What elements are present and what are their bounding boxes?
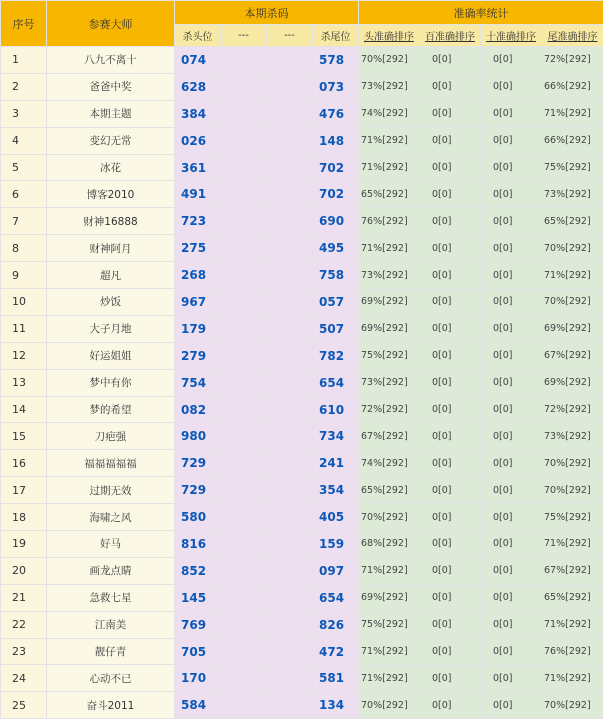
master-name-cell: 炒饭	[47, 289, 175, 316]
kill-tail-cell: 702	[313, 154, 359, 181]
sort-tail-accuracy-link[interactable]	[542, 25, 603, 47]
table-row	[1, 127, 603, 154]
rank-cell: 6	[1, 181, 47, 208]
head-accuracy-cell: 69%[292]	[359, 584, 420, 611]
kill-empty-cell	[267, 531, 313, 558]
kill-empty-cell	[267, 208, 313, 235]
tail-accuracy-cell: 66%[292]	[542, 127, 603, 154]
head-accuracy-cell: 71%[292]	[359, 557, 420, 584]
table-row	[1, 396, 603, 423]
tail-accuracy-cell: 76%[292]	[542, 638, 603, 665]
tail-accuracy-cell: 65%[292]	[542, 208, 603, 235]
rank-cell: 5	[1, 154, 47, 181]
rank-cell: 19	[1, 531, 47, 558]
kill-head-cell: 170	[175, 665, 221, 692]
tens-accuracy-cell: 0[0]	[481, 47, 542, 74]
kill-empty-cell	[267, 423, 313, 450]
kill-tail-cell: 826	[313, 611, 359, 638]
kill-head-cell: 279	[175, 342, 221, 369]
kill-empty-cell	[221, 100, 267, 127]
kill-tail-cell: 073	[313, 73, 359, 100]
master-name-cell: 财神16888	[47, 208, 175, 235]
rank-cell: 21	[1, 584, 47, 611]
table-row	[1, 638, 603, 665]
tail-accuracy-cell: 70%[292]	[542, 235, 603, 262]
table-row	[1, 584, 603, 611]
rank-cell: 12	[1, 342, 47, 369]
tens-accuracy-cell: 0[0]	[481, 423, 542, 450]
kill-empty-cell	[221, 235, 267, 262]
sort-head-accuracy-link[interactable]	[359, 25, 420, 47]
kill-empty-cell	[221, 611, 267, 638]
head-accuracy-cell: 71%[292]	[359, 638, 420, 665]
kill-tail-cell: 472	[313, 638, 359, 665]
table-row	[1, 181, 603, 208]
tens-accuracy-cell: 0[0]	[481, 342, 542, 369]
tens-accuracy-cell: 0[0]	[481, 692, 542, 719]
tail-accuracy-cell: 71%[292]	[542, 531, 603, 558]
tens-accuracy-cell: 0[0]	[481, 531, 542, 558]
tail-accuracy-cell: 65%[292]	[542, 584, 603, 611]
tail-accuracy-cell: 70%[292]	[542, 692, 603, 719]
head-accuracy-cell: 70%[292]	[359, 47, 420, 74]
tens-accuracy-cell: 0[0]	[481, 181, 542, 208]
kill-head-cell: 628	[175, 73, 221, 100]
head-accuracy-cell: 65%[292]	[359, 477, 420, 504]
tail-accuracy-cell: 75%[292]	[542, 504, 603, 531]
head-accuracy-cell: 73%[292]	[359, 73, 420, 100]
rank-header: 序号	[1, 1, 47, 47]
kill-head-cell: 967	[175, 289, 221, 316]
tail-accuracy-cell: 72%[292]	[542, 47, 603, 74]
head-accuracy-cell: 73%[292]	[359, 369, 420, 396]
kill-tail-cell: 758	[313, 262, 359, 289]
kill-head-cell: 179	[175, 315, 221, 342]
rank-cell: 8	[1, 235, 47, 262]
kill-head-cell: 268	[175, 262, 221, 289]
kill-empty-cell	[267, 584, 313, 611]
kill-head-cell: 580	[175, 504, 221, 531]
master-name-cell: 奋斗2011	[47, 692, 175, 719]
kill-head-cell: 491	[175, 181, 221, 208]
kill-empty-cell	[221, 208, 267, 235]
sort-link-label[interactable]: 十准确排序	[486, 32, 536, 43]
head-accuracy-cell: 70%[292]	[359, 692, 420, 719]
kill-tail-cell: 610	[313, 396, 359, 423]
table-row	[1, 235, 603, 262]
table-row	[1, 315, 603, 342]
kill-group-header: 本期杀码	[175, 1, 359, 25]
kill-head-cell: 852	[175, 557, 221, 584]
kill-head-cell: 074	[175, 47, 221, 74]
master-name-cell: 刀疤强	[47, 423, 175, 450]
tail-accuracy-cell: 69%[292]	[542, 369, 603, 396]
kill-tail-cell: 782	[313, 342, 359, 369]
tail-accuracy-cell: 71%[292]	[542, 611, 603, 638]
kill-empty-cell	[267, 557, 313, 584]
table-row	[1, 450, 603, 477]
table-row	[1, 611, 603, 638]
tail-accuracy-cell: 66%[292]	[542, 73, 603, 100]
hundreds-accuracy-cell: 0[0]	[420, 47, 481, 74]
kill-empty-cell	[221, 638, 267, 665]
hundreds-accuracy-cell: 0[0]	[420, 369, 481, 396]
master-name-cell: 福福福福福	[47, 450, 175, 477]
rank-cell: 2	[1, 73, 47, 100]
kill-head-cell: 723	[175, 208, 221, 235]
kill-empty-cell	[267, 477, 313, 504]
master-name-cell: 冰花	[47, 154, 175, 181]
tail-accuracy-cell: 73%[292]	[542, 423, 603, 450]
sort-link-label[interactable]: 尾准确排序	[547, 32, 598, 43]
rank-cell: 22	[1, 611, 47, 638]
hundreds-accuracy-cell: 0[0]	[420, 504, 481, 531]
kill-empty-cell	[221, 504, 267, 531]
table-row	[1, 477, 603, 504]
master-header: 参赛大师	[47, 1, 175, 47]
kill-empty-cell	[267, 369, 313, 396]
rank-cell: 17	[1, 477, 47, 504]
kill-head-cell: 816	[175, 531, 221, 558]
kill-empty-cell	[221, 315, 267, 342]
table-row	[1, 504, 603, 531]
kill-tail-cell: 654	[313, 584, 359, 611]
master-name-cell: 好马	[47, 531, 175, 558]
kill-empty-cell	[221, 369, 267, 396]
hundreds-accuracy-cell: 0[0]	[420, 584, 481, 611]
tail-accuracy-cell: 70%[292]	[542, 289, 603, 316]
tail-accuracy-cell: 71%[292]	[542, 665, 603, 692]
kill-empty-cell	[267, 289, 313, 316]
master-name-cell: 博客2010	[47, 181, 175, 208]
sort-tens-accuracy-link[interactable]	[481, 25, 542, 47]
table-row	[1, 262, 603, 289]
kill-tail-cell: 507	[313, 315, 359, 342]
kill-tail-col-header: 杀尾位	[313, 25, 359, 47]
kill-empty-cell	[221, 557, 267, 584]
kill-placeholder-col-header: ---	[221, 25, 267, 47]
master-name-cell: 海啸之风	[47, 504, 175, 531]
tens-accuracy-cell: 0[0]	[481, 611, 542, 638]
tens-accuracy-cell: 0[0]	[481, 315, 542, 342]
tens-accuracy-cell: 0[0]	[481, 154, 542, 181]
hundreds-accuracy-cell: 0[0]	[420, 423, 481, 450]
kill-empty-cell	[267, 181, 313, 208]
table-row	[1, 154, 603, 181]
head-accuracy-cell: 67%[292]	[359, 423, 420, 450]
kill-tail-cell: 057	[313, 289, 359, 316]
kill-empty-cell	[267, 638, 313, 665]
kill-tail-cell: 405	[313, 504, 359, 531]
sort-link-label[interactable]: 头准确排序	[364, 32, 414, 43]
head-accuracy-cell: 72%[292]	[359, 396, 420, 423]
head-accuracy-cell: 65%[292]	[359, 181, 420, 208]
kill-empty-cell	[221, 423, 267, 450]
hundreds-accuracy-cell: 0[0]	[420, 154, 481, 181]
kill-empty-cell	[221, 262, 267, 289]
head-accuracy-cell: 73%[292]	[359, 262, 420, 289]
rank-cell: 13	[1, 369, 47, 396]
hundreds-accuracy-cell: 0[0]	[420, 235, 481, 262]
kill-tail-cell: 578	[313, 47, 359, 74]
tail-accuracy-cell: 69%[292]	[542, 315, 603, 342]
head-accuracy-cell: 71%[292]	[359, 235, 420, 262]
tens-accuracy-cell: 0[0]	[481, 638, 542, 665]
kill-empty-cell	[221, 584, 267, 611]
master-name-cell: 江南美	[47, 611, 175, 638]
tens-accuracy-cell: 0[0]	[481, 477, 542, 504]
kill-empty-cell	[221, 342, 267, 369]
rank-cell: 25	[1, 692, 47, 719]
stats-group-header: 准确率统计	[359, 1, 603, 25]
tens-accuracy-cell: 0[0]	[481, 262, 542, 289]
kill-empty-cell	[267, 262, 313, 289]
table-row	[1, 665, 603, 692]
kill-tail-cell: 134	[313, 692, 359, 719]
rank-cell: 20	[1, 557, 47, 584]
kill-empty-cell	[267, 47, 313, 74]
hundreds-accuracy-cell: 0[0]	[420, 73, 481, 100]
kill-tail-cell: 159	[313, 531, 359, 558]
kill-empty-cell	[221, 665, 267, 692]
tens-accuracy-cell: 0[0]	[481, 235, 542, 262]
head-accuracy-cell: 76%[292]	[359, 208, 420, 235]
kill-tail-cell: 690	[313, 208, 359, 235]
kill-empty-cell	[221, 477, 267, 504]
kill-empty-cell	[221, 692, 267, 719]
hundreds-accuracy-cell: 0[0]	[420, 289, 481, 316]
tail-accuracy-cell: 73%[292]	[542, 181, 603, 208]
kill-empty-cell	[221, 181, 267, 208]
tens-accuracy-cell: 0[0]	[481, 289, 542, 316]
rank-cell: 10	[1, 289, 47, 316]
head-accuracy-cell: 74%[292]	[359, 450, 420, 477]
rank-cell: 7	[1, 208, 47, 235]
kill-tail-cell: 241	[313, 450, 359, 477]
tens-accuracy-cell: 0[0]	[481, 450, 542, 477]
kill-tail-cell: 354	[313, 477, 359, 504]
tail-accuracy-cell: 72%[292]	[542, 396, 603, 423]
hundreds-accuracy-cell: 0[0]	[420, 342, 481, 369]
head-accuracy-cell: 75%[292]	[359, 611, 420, 638]
hundreds-accuracy-cell: 0[0]	[420, 531, 481, 558]
kill-empty-cell	[267, 342, 313, 369]
kill-empty-cell	[267, 235, 313, 262]
kill-tail-cell: 148	[313, 127, 359, 154]
kill-head-cell: 275	[175, 235, 221, 262]
hundreds-accuracy-cell: 0[0]	[420, 665, 481, 692]
tens-accuracy-cell: 0[0]	[481, 127, 542, 154]
head-accuracy-cell: 70%[292]	[359, 504, 420, 531]
kill-tail-cell: 734	[313, 423, 359, 450]
rank-cell: 4	[1, 127, 47, 154]
hundreds-accuracy-cell: 0[0]	[420, 611, 481, 638]
rank-cell: 23	[1, 638, 47, 665]
rank-cell: 1	[1, 47, 47, 74]
kill-head-col-header: 杀头位	[175, 25, 221, 47]
table-row	[1, 47, 603, 74]
kill-tail-cell: 097	[313, 557, 359, 584]
kill-head-cell: 729	[175, 477, 221, 504]
master-name-cell: 大子月地	[47, 315, 175, 342]
kill-head-cell: 082	[175, 396, 221, 423]
rank-cell: 9	[1, 262, 47, 289]
kill-empty-cell	[267, 450, 313, 477]
master-name-cell: 心动不已	[47, 665, 175, 692]
head-accuracy-cell: 74%[292]	[359, 100, 420, 127]
table-row	[1, 692, 603, 719]
kill-head-cell: 584	[175, 692, 221, 719]
rank-cell: 16	[1, 450, 47, 477]
kill-empty-cell	[221, 450, 267, 477]
kill-head-cell: 729	[175, 450, 221, 477]
tail-accuracy-cell: 70%[292]	[542, 450, 603, 477]
table-row	[1, 423, 603, 450]
kill-empty-cell	[267, 396, 313, 423]
kill-empty-cell	[267, 692, 313, 719]
head-accuracy-cell: 71%[292]	[359, 154, 420, 181]
master-name-cell: 梦中有你	[47, 369, 175, 396]
head-accuracy-cell: 75%[292]	[359, 342, 420, 369]
kill-empty-cell	[221, 289, 267, 316]
kill-placeholder-col-header: ---	[267, 25, 313, 47]
master-name-cell: 变幻无常	[47, 127, 175, 154]
hundreds-accuracy-cell: 0[0]	[420, 450, 481, 477]
master-name-cell: 超凡	[47, 262, 175, 289]
table-row	[1, 557, 603, 584]
kill-head-cell: 980	[175, 423, 221, 450]
kill-head-cell: 145	[175, 584, 221, 611]
table-row	[1, 342, 603, 369]
master-name-cell: 梦的希望	[47, 396, 175, 423]
kill-head-cell: 769	[175, 611, 221, 638]
tens-accuracy-cell: 0[0]	[481, 665, 542, 692]
table-row	[1, 369, 603, 396]
master-name-cell: 急救七星	[47, 584, 175, 611]
kill-empty-cell	[221, 396, 267, 423]
kill-empty-cell	[221, 127, 267, 154]
kill-head-cell: 705	[175, 638, 221, 665]
table-row	[1, 100, 603, 127]
tens-accuracy-cell: 0[0]	[481, 208, 542, 235]
kill-head-cell: 361	[175, 154, 221, 181]
kill-tail-cell: 654	[313, 369, 359, 396]
kill-tail-cell: 702	[313, 181, 359, 208]
tens-accuracy-cell: 0[0]	[481, 557, 542, 584]
tens-accuracy-cell: 0[0]	[481, 396, 542, 423]
rank-cell: 14	[1, 396, 47, 423]
rank-cell: 24	[1, 665, 47, 692]
kill-head-cell: 026	[175, 127, 221, 154]
rank-cell: 18	[1, 504, 47, 531]
table-row	[1, 289, 603, 316]
hundreds-accuracy-cell: 0[0]	[420, 262, 481, 289]
kill-empty-cell	[267, 73, 313, 100]
hundreds-accuracy-cell: 0[0]	[420, 315, 481, 342]
kill-empty-cell	[267, 154, 313, 181]
sort-hundreds-accuracy-link[interactable]	[420, 25, 481, 47]
kill-tail-cell: 476	[313, 100, 359, 127]
master-name-cell: 靓仔青	[47, 638, 175, 665]
head-accuracy-cell: 68%[292]	[359, 531, 420, 558]
kill-empty-cell	[267, 315, 313, 342]
head-accuracy-cell: 69%[292]	[359, 315, 420, 342]
table-row	[1, 531, 603, 558]
hundreds-accuracy-cell: 0[0]	[420, 638, 481, 665]
kill-head-cell: 754	[175, 369, 221, 396]
tail-accuracy-cell: 75%[292]	[542, 154, 603, 181]
kill-empty-cell	[267, 504, 313, 531]
tens-accuracy-cell: 0[0]	[481, 584, 542, 611]
head-accuracy-cell: 71%[292]	[359, 127, 420, 154]
kill-empty-cell	[267, 100, 313, 127]
kill-empty-cell	[221, 73, 267, 100]
table-row	[1, 73, 603, 100]
kill-tail-cell: 581	[313, 665, 359, 692]
master-name-cell: 爸爸中奖	[47, 73, 175, 100]
kill-empty-cell	[267, 665, 313, 692]
master-name-cell: 财神阿月	[47, 235, 175, 262]
hundreds-accuracy-cell: 0[0]	[420, 100, 481, 127]
tail-accuracy-cell: 67%[292]	[542, 557, 603, 584]
master-name-cell: 画龙点睛	[47, 557, 175, 584]
tail-accuracy-cell: 71%[292]	[542, 100, 603, 127]
tens-accuracy-cell: 0[0]	[481, 73, 542, 100]
table-row	[1, 208, 603, 235]
rank-cell: 11	[1, 315, 47, 342]
kill-empty-cell	[221, 531, 267, 558]
kill-empty-cell	[221, 154, 267, 181]
kill-empty-cell	[267, 127, 313, 154]
kill-empty-cell	[221, 47, 267, 74]
tens-accuracy-cell: 0[0]	[481, 369, 542, 396]
rank-cell: 15	[1, 423, 47, 450]
kill-head-cell: 384	[175, 100, 221, 127]
tail-accuracy-cell: 67%[292]	[542, 342, 603, 369]
hundreds-accuracy-cell: 0[0]	[420, 692, 481, 719]
master-name-cell: 过期无效	[47, 477, 175, 504]
tens-accuracy-cell: 0[0]	[481, 100, 542, 127]
rank-cell: 3	[1, 100, 47, 127]
hundreds-accuracy-cell: 0[0]	[420, 477, 481, 504]
master-name-cell: 八九不离十	[47, 47, 175, 74]
tens-accuracy-cell: 0[0]	[481, 504, 542, 531]
tail-accuracy-cell: 70%[292]	[542, 477, 603, 504]
master-name-cell: 好运姐姐	[47, 342, 175, 369]
tail-accuracy-cell: 71%[292]	[542, 262, 603, 289]
hundreds-accuracy-cell: 0[0]	[420, 181, 481, 208]
kill-tail-cell: 495	[313, 235, 359, 262]
hundreds-accuracy-cell: 0[0]	[420, 396, 481, 423]
head-accuracy-cell: 71%[292]	[359, 665, 420, 692]
hundreds-accuracy-cell: 0[0]	[420, 557, 481, 584]
head-accuracy-cell: 69%[292]	[359, 289, 420, 316]
hundreds-accuracy-cell: 0[0]	[420, 208, 481, 235]
master-name-cell: 本期主题	[47, 100, 175, 127]
kill-empty-cell	[267, 611, 313, 638]
hundreds-accuracy-cell: 0[0]	[420, 127, 481, 154]
sort-link-label[interactable]: 百准确排序	[425, 32, 475, 43]
